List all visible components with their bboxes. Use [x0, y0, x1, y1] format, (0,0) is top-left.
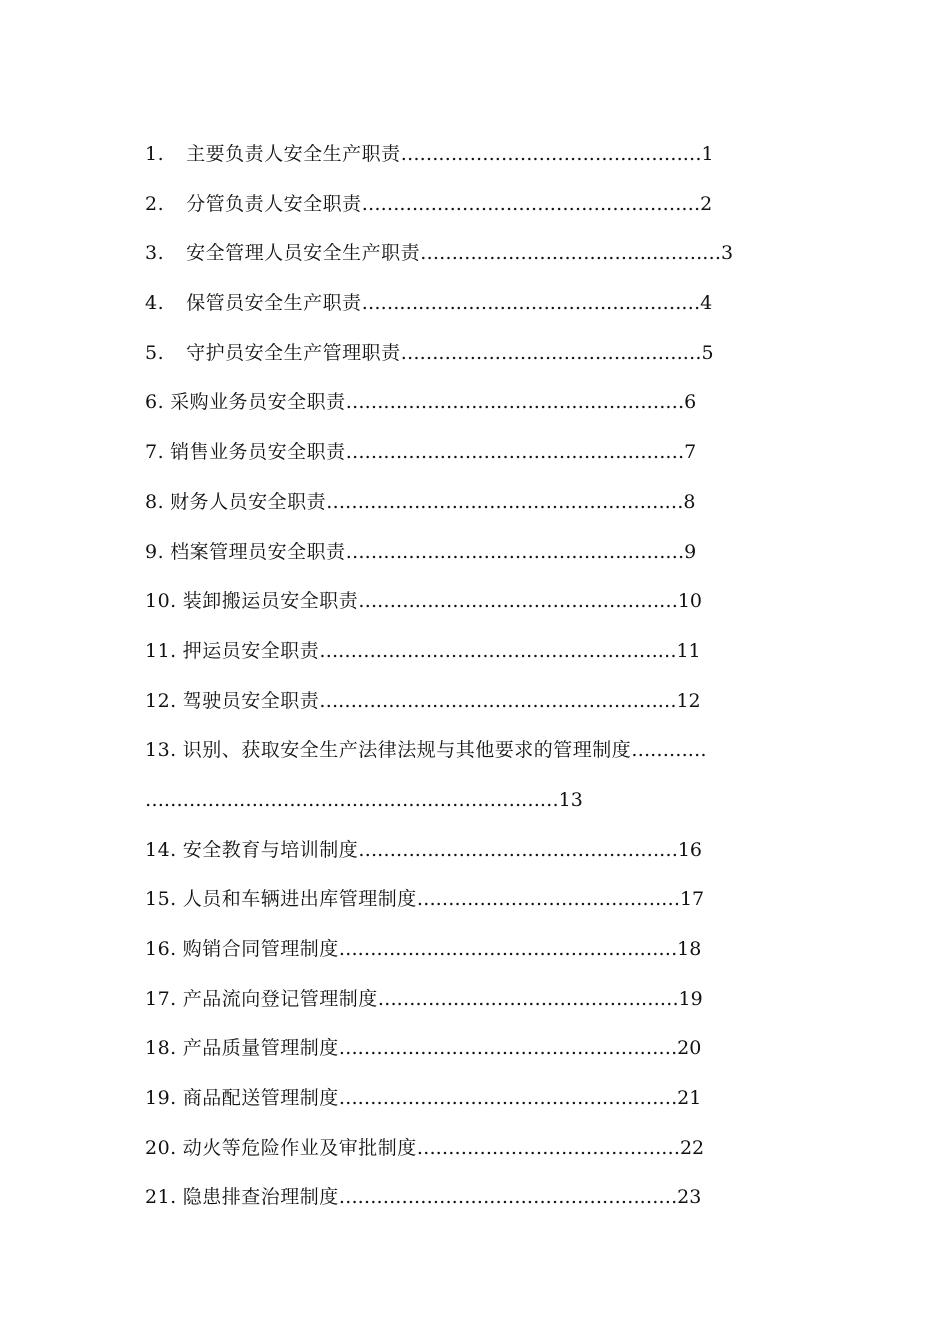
toc-entry-title: 销售业务员安全职责 — [170, 441, 346, 464]
toc-entry-leader: ……………………………………………… — [361, 292, 701, 315]
toc-entry-leader: ………………………………………… — [420, 242, 721, 265]
toc-entry-number: 19. — [145, 1087, 177, 1110]
toc-entry-number: 11. — [145, 639, 177, 662]
toc-entry — [145, 677, 805, 727]
toc-entry-page-number: 3 — [720, 242, 734, 265]
toc-entry-number: 4. — [145, 292, 165, 315]
toc-entry-leader: ………………………………………………… — [319, 689, 677, 712]
toc-entry — [145, 279, 805, 329]
toc-entry-page-number: 5 — [701, 341, 714, 364]
toc-entry-number: 6. — [145, 391, 165, 414]
toc-entry-title: 安全教育与培训制度 — [182, 838, 359, 861]
toc-entry — [145, 975, 805, 1025]
toc-entry-number: 12. — [145, 689, 177, 712]
toc-entry — [145, 428, 805, 478]
toc-entry-title: 保管员安全生产职责 — [186, 292, 362, 315]
toc-entry-title: 分管负责人安全职责 — [186, 192, 362, 215]
toc-entry — [145, 627, 805, 677]
toc-entry — [145, 1124, 805, 1174]
toc-entry-leader: ………………………………………… — [400, 143, 702, 165]
toc-entry-page-number: 18 — [677, 938, 702, 960]
toc-entry-page-number: 13 — [558, 788, 583, 811]
toc-entry-leader: ………………………………………… — [377, 987, 679, 1010]
toc-entry — [145, 130, 805, 180]
toc-entry — [145, 925, 805, 975]
toc-entry-page-number: 1 — [701, 143, 714, 165]
toc-entry — [145, 875, 805, 925]
toc-entry-number: 9. — [145, 540, 165, 563]
toc-entry-leader: ……………………………………………… — [338, 1186, 678, 1209]
toc-entry — [145, 726, 805, 776]
toc-entry-title: 押运员安全职责 — [182, 639, 320, 662]
toc-entry-page-number: 19 — [678, 987, 703, 1010]
toc-entry-title: 财务人员安全职责 — [170, 490, 327, 513]
toc-entry-leader: ………………………………………………………… — [145, 788, 559, 811]
toc-entry — [145, 329, 805, 379]
toc-entry-leader: ……………………………………………… — [345, 391, 685, 414]
toc-entry-page-number: 22 — [679, 1136, 705, 1159]
toc-entry-title: 档案管理员安全职责 — [170, 540, 346, 563]
toc-entry-leader: …………………………………… — [416, 888, 680, 911]
toc-entry-title: 主要负责人安全生产职责 — [186, 143, 401, 165]
toc-entry-number: 8. — [145, 490, 165, 513]
toc-entry — [145, 478, 805, 528]
toc-entry — [145, 378, 805, 428]
toc-entry-page-number: 23 — [677, 1186, 702, 1209]
toc-entry-title: 购销合同管理制度 — [182, 938, 339, 960]
toc-entry-leader: …………………………………… — [416, 1136, 680, 1159]
toc-entry-number: 14. — [145, 838, 177, 861]
toc-entry-number: 21. — [145, 1186, 177, 1209]
toc-entry-title: 产品流向登记管理制度 — [182, 987, 378, 1010]
toc-entry-page-number: 8 — [683, 490, 696, 513]
toc-entry — [145, 826, 805, 876]
toc-entry — [145, 577, 805, 627]
toc-entry — [145, 180, 805, 230]
toc-entry-title: 安全管理人员安全生产职责 — [186, 242, 421, 265]
toc-entry-number: 5. — [145, 341, 165, 364]
toc-entry — [145, 1074, 805, 1124]
toc-entry-leader: ……………………………………………… — [361, 192, 701, 215]
toc-entry-leader: ……………………………………………… — [338, 938, 678, 960]
toc-entry-title: 守护员安全生产管理职责 — [186, 341, 401, 364]
toc-entry-leader: ………… — [631, 739, 707, 762]
toc-entry-number: 13. — [145, 739, 177, 762]
toc-entry — [145, 1173, 805, 1223]
toc-entry-number: 1. — [145, 143, 165, 165]
toc-entry-leader: …………………………………………… — [358, 590, 678, 613]
toc-entry-page-number: 11 — [676, 639, 701, 662]
toc-entry-title: 识别、获取安全生产法律法规与其他要求的管理制度 — [182, 739, 632, 762]
toc-entry-page-number: 16 — [677, 838, 703, 861]
toc-entry-number: 16. — [145, 938, 177, 960]
toc-entry — [145, 229, 805, 279]
toc-entry-page-number: 10 — [677, 590, 703, 613]
toc-entry-title: 驾驶员安全职责 — [182, 689, 320, 712]
toc-entry-number: 17. — [145, 987, 177, 1010]
toc-entry-number: 20. — [145, 1136, 177, 1159]
toc-entry-title: 动火等危险作业及审批制度 — [182, 1136, 417, 1159]
toc-entry-title: 装卸搬运员安全职责 — [182, 590, 359, 613]
toc-entry-number: 15. — [145, 888, 177, 911]
toc-entry-leader: …………………………………………… — [358, 838, 678, 861]
toc-entry-leader: ……………………………………………… — [338, 1037, 678, 1060]
toc-entry-title: 商品配送管理制度 — [182, 1087, 339, 1110]
toc-entry-page-number: 21 — [677, 1087, 702, 1110]
table-of-contents — [145, 130, 805, 1223]
toc-entry-title: 人员和车辆进出库管理制度 — [182, 888, 417, 911]
toc-entry-leader: ………………………………………………… — [319, 639, 677, 662]
toc-entry-title: 产品质量管理制度 — [182, 1037, 339, 1060]
toc-entry-number: 7. — [145, 441, 165, 464]
toc-entry-leader: ………………………………………………… — [326, 490, 684, 513]
toc-entry-title: 隐患排查治理制度 — [182, 1186, 339, 1209]
toc-entry-title: 采购业务员安全职责 — [170, 391, 346, 414]
toc-entry-page-number: 6 — [684, 391, 697, 414]
toc-entry-number: 10. — [145, 590, 177, 613]
toc-entry-number: 3. — [145, 242, 165, 265]
toc-entry-page-number: 4 — [700, 292, 713, 315]
toc-entry-number: 2. — [145, 192, 165, 215]
toc-entry-page-number: 7 — [684, 441, 697, 464]
toc-entry-page-number: 12 — [676, 689, 701, 712]
toc-entry-leader: ……………………………………………… — [345, 540, 685, 563]
toc-entry-leader: ……………………………………………… — [338, 1087, 678, 1110]
toc-entry-page-number: 17 — [679, 888, 705, 911]
toc-entry — [145, 1024, 805, 1074]
toc-entry-number: 18. — [145, 1037, 177, 1060]
toc-entry-leader: ………………………………………… — [400, 341, 702, 364]
toc-entry-page-number: 9 — [684, 540, 697, 563]
toc-entry — [145, 776, 805, 826]
toc-entry-page-number: 20 — [677, 1037, 702, 1060]
toc-entry-page-number: 2 — [700, 192, 713, 215]
toc-entry — [145, 528, 805, 578]
toc-entry-leader: ……………………………………………… — [345, 441, 685, 464]
